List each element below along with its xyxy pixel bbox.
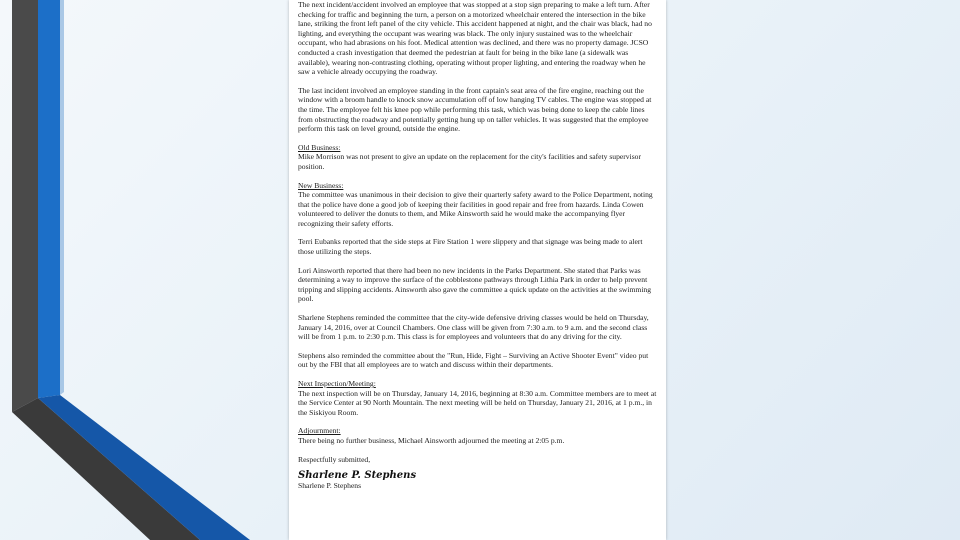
stripe-shadow — [60, 0, 64, 395]
new-business-parks: Lori Ainsworth reported that there had been no new incidents in the Parks Department. She stated that Parks was determining a way to improve the surface of the cobblestone pathways through Lithia Park in order to help prevent tripping and slipping accidents. Ainsworth also gave the committee a quick update on the activities at the swimming pool. — [298, 265, 652, 304]
closing-text: Respectfully submitted, — [298, 454, 371, 464]
new-business-fire-station: Terri Eubanks reported that the side steps at Fire Station 1 were slippery and that signage was being made to alert those utilizing the steps. — [298, 237, 643, 257]
blue-stripe-upper — [38, 0, 60, 398]
paragraph-incident-fire-engine: The last incident involved an employee standing in the front captain's seat area of the fire engine, reaching out the window with a broom handle to knock snow accumulation off of low hanging TV cables. The engine was stopped at the time. The employee felt his knee pop while performing this task, which was being done to keep the cable lines from obstructing the roadway and potentially getting hung up on taller vehicles. It was suggested that the employee perform this task on level ground, outside the engine. — [298, 85, 652, 134]
new-business-active-shooter: Stephens also reminded the committee about the "Run, Hide, Fight – Surviving an Active Shooter Event" video put out by the FBI that all employees are to watch and discuss within their departments. — [298, 350, 649, 370]
next-inspection-text: The next inspection will be on Thursday, January 14, 2016, beginning at 8:30 a.m. Committee members are to meet at the Service Center at 90 North Mountain. The next meeting will be held on Thursday, January 21, 2016, at 1 p.m., in the Siskiyou Room. — [298, 388, 657, 417]
old-business-text: Mike Morrison was not present to give an update on the replacement for the city's facilities and safety supervisor position. — [298, 152, 641, 171]
new-business-heading: New Business: — [298, 180, 344, 190]
signature: Sharlene P. Stephens — [298, 470, 417, 482]
adjournment-text: There being no further business, Michael Ainsworth adjourned the meeting at 2:05 p.m. — [298, 435, 565, 445]
new-business-driving-classes: Sharlene Stephens reminded the committee that the city-wide defensive driving classes would be held on Thursday, January 14, 2016, over at Council Chambers. One class will be given from 7:30 a.m. to 9 a.m. and the second class will be from 1 p.m. to 2:30 p.m. This class is for employees and volunteers that do any driving for the city. — [298, 313, 649, 342]
paragraph-incident-wheelchair: The next incident/accident involved an employee that was stopped at a stop sign preparing to make a left turn. After checking for traffic and beginning the turn, a person on a motorized wheelchair entered the intersection in the bike lane, striking the front left panel of the city vehicle. This accident happened at night, and the chair was black, had no lighting, and everything the occupant was wearing was black. The only injury sustained was to the wheelchair occupant, who had abrasions on his foot. Medical attention was declined, and there was no property damage. JCSO conducted a crash investigation that deemed the pedestrian at fault for being in the bike lane (a sidewalk was available), wearing non-contrasting clothing, operating without proper lighting, and entering the roadway when he saw a vehicle already occupying the roadway. — [298, 0, 652, 77]
next-inspection-heading: Next Inspection/Meeting: — [298, 379, 376, 388]
old-business-heading: Old Business: — [298, 142, 341, 152]
decorative-stripes — [0, 0, 260, 540]
dark-stripe-lower — [12, 398, 200, 540]
document-page — [289, 0, 666, 540]
adjournment-heading: Adjournment: — [298, 426, 341, 436]
dark-stripe-upper — [12, 0, 38, 412]
new-business-safety-award: The committee was unanimous in their decision to give their quarterly safety award to the Police Department, noting that the police have done a good job of keeping their facilities in good repair and free from hazards. Linda Cowen volunteered to deliver the donuts to them, and Mike Ainsworth said he would make the accompanying flyer recognizing their safety efforts. — [298, 190, 653, 228]
signature-name: Sharlene P. Stephens — [298, 481, 362, 491]
